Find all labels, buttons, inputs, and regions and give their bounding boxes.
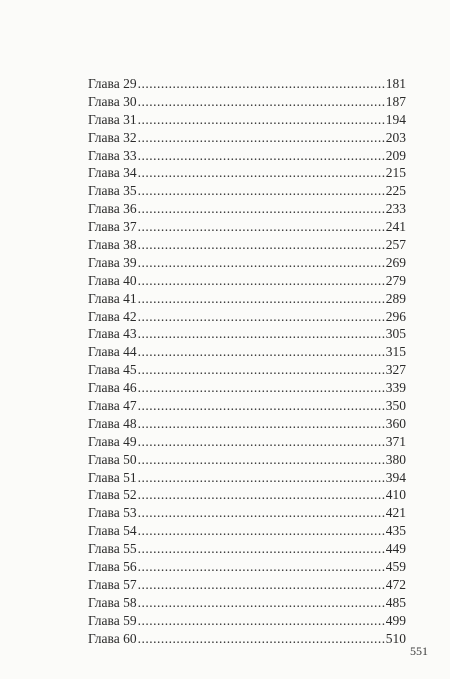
toc-entry-page: 203 [385,129,406,145]
toc-entry-page: 233 [385,201,406,217]
toc-entry-page: 305 [385,326,406,342]
table-of-contents [88,75,406,648]
toc-dot-leader [138,325,385,343]
toc-entry [88,272,406,290]
toc-entry-title: Глава 43 [88,326,137,342]
toc-dot-leader [138,415,385,433]
toc-entry-title: Глава 46 [88,380,137,396]
toc-entry-page: 459 [385,559,406,575]
toc-entry-title: Глава 53 [88,505,137,521]
toc-entry-title: Глава 50 [88,451,137,467]
toc-entry [88,254,406,272]
toc-entry-page: 315 [385,344,406,360]
toc-entry [88,290,406,308]
toc-entry-page: 360 [385,415,406,431]
toc-entry-title: Глава 55 [88,541,137,557]
toc-entry-title: Глава 44 [88,344,137,360]
toc-entry-title: Глава 42 [88,308,137,324]
toc-dot-leader [138,630,385,648]
toc-dot-leader [138,111,385,129]
toc-entry [88,630,406,648]
toc-dot-leader [138,469,385,487]
toc-dot-leader [138,343,385,361]
toc-entry-title: Глава 49 [88,433,137,449]
toc-entry [88,558,406,576]
toc-dot-leader [138,397,385,415]
toc-entry-title: Глава 40 [88,272,137,288]
toc-entry-page: 181 [385,76,406,91]
toc-dot-leader [138,486,385,504]
toc-dot-leader [138,75,385,93]
toc-dot-leader [138,576,385,594]
toc-entry-title: Глава 47 [88,398,137,414]
toc-dot-leader [138,164,385,182]
toc-entry-title: Глава 29 [88,76,137,91]
toc-entry-title: Глава 34 [88,165,137,181]
toc-entry-page: 510 [385,630,406,646]
toc-entry-page: 410 [385,487,406,503]
toc-entry [88,451,406,469]
toc-entry [88,218,406,236]
toc-dot-leader [138,93,385,111]
toc-dot-leader [138,612,385,630]
toc-entry-page: 215 [385,165,406,181]
toc-entry [88,236,406,254]
toc-entry [88,397,406,415]
toc-entry [88,612,406,630]
toc-entry-page: 289 [385,290,406,306]
toc-entry-page: 449 [385,541,406,557]
toc-entry-title: Глава 30 [88,93,137,109]
toc-entry-page: 241 [385,219,406,235]
toc-dot-leader [138,218,385,236]
toc-entry-title: Глава 54 [88,523,137,539]
toc-entry-page: 472 [385,576,406,592]
toc-entry [88,164,406,182]
toc-entry-page: 339 [385,380,406,396]
toc-entry-page: 485 [385,594,406,610]
toc-entry-page: 257 [385,237,406,253]
toc-entry [88,200,406,218]
toc-dot-leader [138,451,385,469]
toc-entry-title: Глава 48 [88,415,137,431]
toc-entry-page: 327 [385,362,406,378]
page-number: 551 [410,644,428,658]
toc-entry-title: Глава 57 [88,576,137,592]
toc-entry-page: 225 [385,183,406,199]
toc-entry [88,379,406,397]
toc-entry-page: 269 [385,254,406,270]
toc-entry [88,308,406,326]
toc-entry [88,325,406,343]
toc-entry-title: Глава 51 [88,469,137,485]
toc-dot-leader [138,200,385,218]
toc-entry-page: 394 [385,469,406,485]
toc-entry-page: 194 [385,111,406,127]
toc-dot-leader [138,558,385,576]
toc-dot-leader [138,236,385,254]
toc-entry-title: Глава 41 [88,290,137,306]
toc-dot-leader [138,254,385,272]
toc-entry-title: Глава 58 [88,594,137,610]
toc-dot-leader [138,129,385,147]
toc-entry [88,129,406,147]
toc-entry-page: 421 [385,505,406,521]
toc-dot-leader [138,361,385,379]
toc-entry-page: 209 [385,147,406,163]
toc-entry-title: Глава 39 [88,254,137,270]
toc-dot-leader [138,379,385,397]
toc-entry [88,75,406,93]
toc-entry-page: 435 [385,523,406,539]
toc-entry-page: 187 [385,93,406,109]
toc-dot-leader [138,522,385,540]
toc-entry-title: Глава 31 [88,111,137,127]
toc-dot-leader [138,594,385,612]
toc-entry [88,93,406,111]
toc-dot-leader [138,433,385,451]
toc-dot-leader [138,308,385,326]
toc-dot-leader [138,272,385,290]
toc-entry-title: Глава 36 [88,201,137,217]
toc-entry-title: Глава 45 [88,362,137,378]
toc-entry [88,415,406,433]
toc-entry-page: 350 [385,398,406,414]
toc-entry [88,522,406,540]
toc-entry [88,147,406,165]
toc-entry [88,343,406,361]
toc-entry-page: 296 [385,308,406,324]
toc-entry [88,111,406,129]
toc-entry-title: Глава 56 [88,559,137,575]
toc-dot-leader [138,504,385,522]
toc-dot-leader [138,147,385,165]
toc-entry-page: 371 [385,433,406,449]
toc-entry-title: Глава 35 [88,183,137,199]
toc-dot-leader [138,290,385,308]
toc-entry [88,433,406,451]
toc-entry [88,576,406,594]
toc-entry-title: Глава 59 [88,612,137,628]
toc-entry-title: Глава 52 [88,487,137,503]
toc-dot-leader [138,540,385,558]
toc-entry-title: Глава 60 [88,630,137,646]
toc-entry [88,182,406,200]
toc-entry-page: 380 [385,451,406,467]
toc-entry [88,486,406,504]
toc-entry [88,469,406,487]
toc-entry [88,594,406,612]
toc-entry-title: Глава 33 [88,147,137,163]
toc-entry-page: 499 [385,612,406,628]
toc-entry-title: Глава 32 [88,129,137,145]
toc-entry [88,504,406,522]
toc-entry-title: Глава 38 [88,237,137,253]
toc-entry-page: 279 [385,272,406,288]
toc-entry [88,361,406,379]
toc-entry [88,540,406,558]
toc-entry-title: Глава 37 [88,219,137,235]
toc-dot-leader [138,182,385,200]
